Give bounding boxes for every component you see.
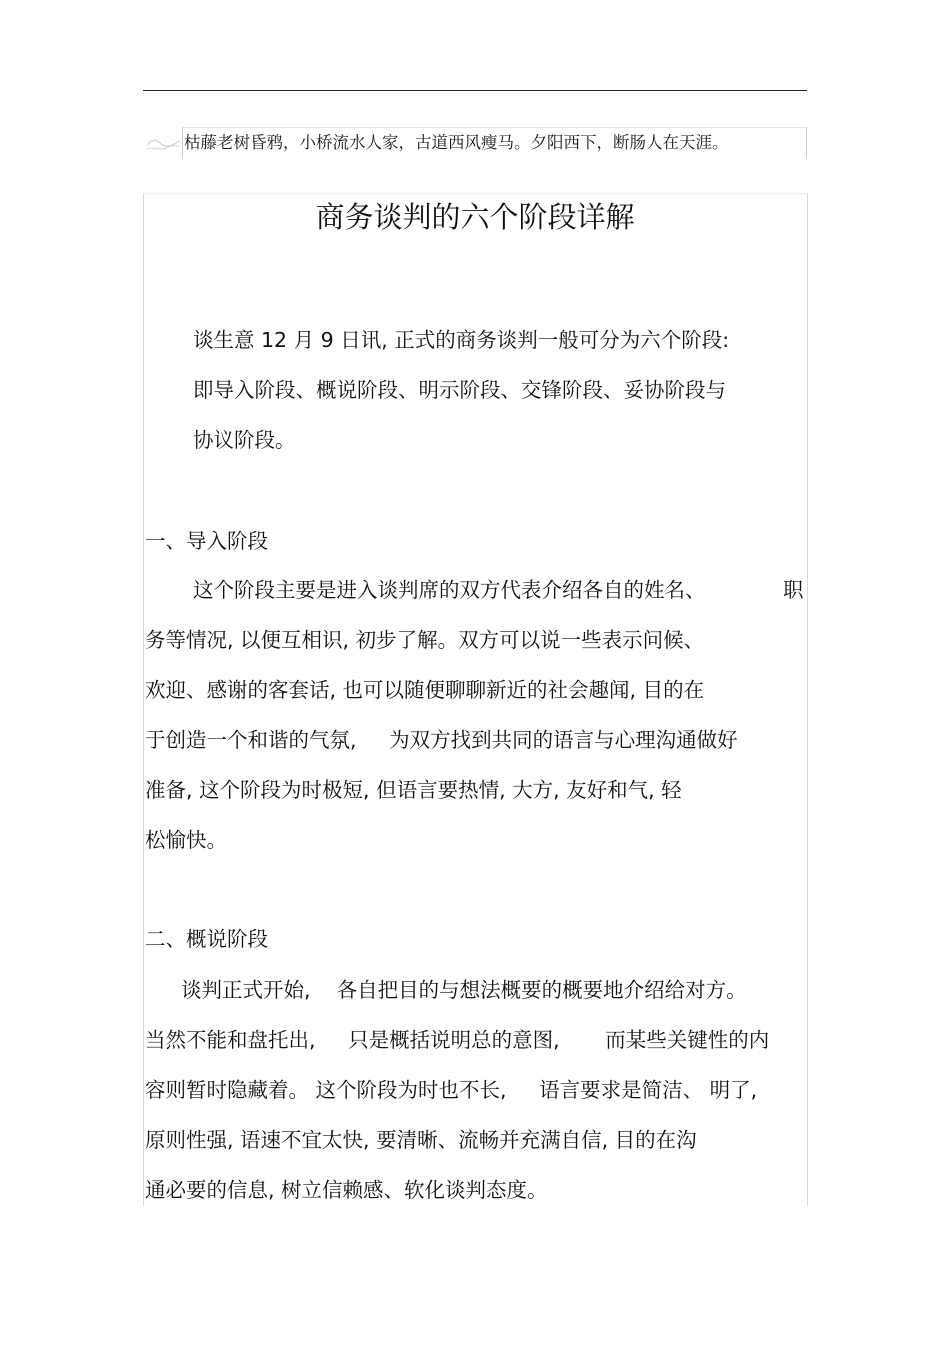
paragraph-line: 欢迎、感谢的客套话, 也可以随便聊聊新近的社会趣闻, 目的在	[145, 678, 705, 702]
paragraph-line: 通必要的信息, 树立信赖感、软化谈判态度。	[145, 1178, 548, 1202]
intro-line: 谈生意 12 月 9 日讯, 正式的商务谈判一般可分为六个阶段:	[193, 328, 730, 352]
section-heading: 一、导入阶段	[145, 529, 268, 553]
paragraph-line: 于创造一个和谐的气氛, 为双方找到共同的语言与心理沟通做好	[145, 728, 738, 752]
paragraph-line: 谈判正式开始, 各自把目的与想法概要的概要地介绍给对方。	[181, 978, 747, 1002]
paragraph-line: 松愉快。	[145, 828, 227, 852]
intro-line: 协议阶段。	[193, 428, 296, 452]
paragraph-line: 容则暂时隐藏着。 这个阶段为时也不长, 语言要求是简洁、 明了,	[145, 1078, 758, 1102]
paragraph-line: 职	[783, 578, 804, 602]
paragraph-line: 准备, 这个阶段为时极短, 但语言要热情, 大方, 友好和气, 轻	[145, 778, 682, 802]
header-ornament-icon	[146, 133, 180, 153]
paragraph-line: 这个阶段主要是进入谈判席的双方代表介绍各自的姓名、	[193, 578, 706, 602]
header-quote: 枯藤老树昏鸦，小桥流水人家，古道西风瘦马。夕阳西下，断肠人在天涯。	[184, 133, 729, 152]
paragraph-line: 原则性强, 语速不宜太快, 要清晰、流畅并充满自信, 目的在沟	[145, 1128, 697, 1152]
paragraph-line: 当然不能和盘托出, 只是概括说明总的意图, 而某些关键性的内	[145, 1028, 770, 1052]
document-title: 商务谈判的六个阶段详解	[315, 200, 635, 234]
paragraph-line: 务等情况, 以便互相识, 初步了解。双方可以说一些表示问候、	[145, 628, 705, 652]
section-heading: 二、概说阶段	[145, 927, 268, 951]
header-rule	[143, 90, 807, 91]
intro-line: 即导入阶段、概说阶段、明示阶段、交锋阶段、妥协阶段与	[193, 378, 726, 402]
